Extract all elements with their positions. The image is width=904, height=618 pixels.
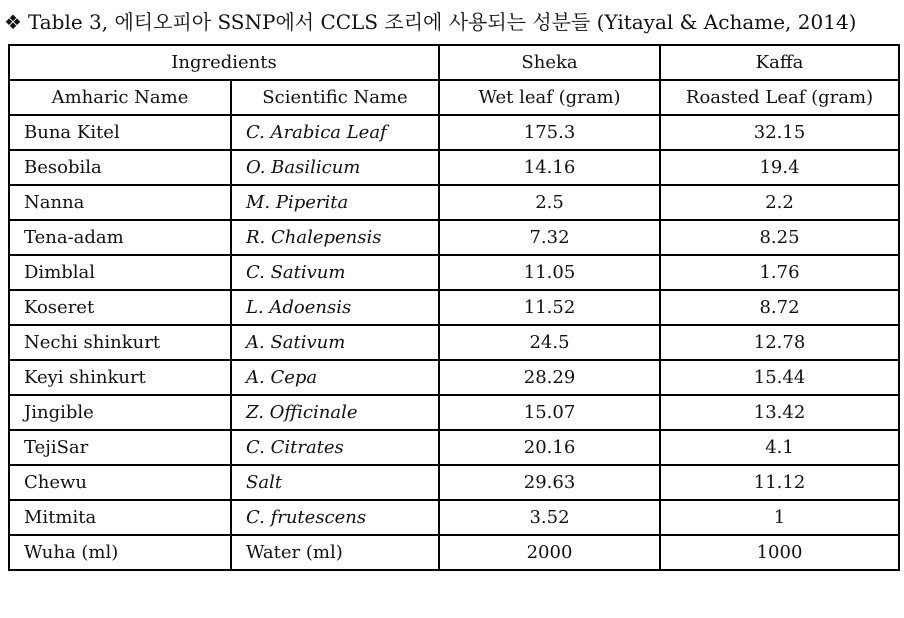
table-caption: [4, 6, 856, 38]
cell-amharic-name: Koseret: [9, 290, 231, 325]
cell-sheka-value: 11.52: [439, 290, 660, 325]
header-wet-leaf: Wet leaf (gram): [439, 80, 660, 115]
cell-sheka-value: 11.05: [439, 255, 660, 290]
cell-amharic-name: Mitmita: [9, 500, 231, 535]
cell-amharic-name: Nechi shinkurt: [9, 325, 231, 360]
table-row: [9, 185, 899, 220]
cell-sheka-value: 2000: [439, 535, 660, 570]
table-row: [9, 150, 899, 185]
cell-kaffa-value: 13.42: [660, 395, 899, 430]
cell-sheka-value: 20.16: [439, 430, 660, 465]
cell-kaffa-value: 8.72: [660, 290, 899, 325]
table-row: [9, 325, 899, 360]
cell-scientific-name: L. Adoensis: [231, 290, 439, 325]
table-row: [9, 535, 899, 570]
cell-sheka-value: 175.3: [439, 115, 660, 150]
cell-sheka-value: 7.32: [439, 220, 660, 255]
cell-scientific-name: A. Cepa: [231, 360, 439, 395]
cell-amharic-name: Keyi shinkurt: [9, 360, 231, 395]
cell-kaffa-value: 8.25: [660, 220, 899, 255]
cell-amharic-name: Tena-adam: [9, 220, 231, 255]
cell-amharic-name: Buna Kitel: [9, 115, 231, 150]
cell-amharic-name: TejiSar: [9, 430, 231, 465]
cell-sheka-value: 29.63: [439, 465, 660, 500]
cell-scientific-name: C. Citrates: [231, 430, 439, 465]
cell-sheka-value: 15.07: [439, 395, 660, 430]
cell-kaffa-value: 1000: [660, 535, 899, 570]
cell-kaffa-value: 15.44: [660, 360, 899, 395]
cell-amharic-name: Nanna: [9, 185, 231, 220]
cell-amharic-name: Chewu: [9, 465, 231, 500]
cell-sheka-value: 28.29: [439, 360, 660, 395]
cell-scientific-name: C. Sativum: [231, 255, 439, 290]
table-row: [9, 115, 899, 150]
table-row: [9, 500, 899, 535]
table-row: [9, 395, 899, 430]
header-row-2: [9, 80, 899, 115]
cell-kaffa-value: 11.12: [660, 465, 899, 500]
table-row: [9, 220, 899, 255]
cell-sheka-value: 3.52: [439, 500, 660, 535]
cell-scientific-name: A. Sativum: [231, 325, 439, 360]
cell-amharic-name: Wuha (ml): [9, 535, 231, 570]
table-row: [9, 255, 899, 290]
cell-amharic-name: Besobila: [9, 150, 231, 185]
cell-scientific-name: Water (ml): [231, 535, 439, 570]
caption-text: Table 3, 에티오피아 SSNP에서 CCLS 조리에 사용되는 성분들 (Yitayal & Achame, 2014): [27, 10, 857, 34]
cell-scientific-name: C. frutescens: [231, 500, 439, 535]
cell-scientific-name: R. Chalepensis: [231, 220, 439, 255]
cell-sheka-value: 2.5: [439, 185, 660, 220]
cell-kaffa-value: 19.4: [660, 150, 899, 185]
header-scientific-name: Scientific Name: [231, 80, 439, 115]
caption-bullet-icon: ❖: [4, 10, 22, 34]
table-body: [9, 115, 899, 570]
cell-scientific-name: Salt: [231, 465, 439, 500]
cell-amharic-name: Jingible: [9, 395, 231, 430]
cell-kaffa-value: 32.15: [660, 115, 899, 150]
table-row: [9, 360, 899, 395]
header-amharic-name: Amharic Name: [9, 80, 231, 115]
cell-kaffa-value: 1: [660, 500, 899, 535]
header-ingredients: Ingredients: [9, 45, 439, 80]
header-kaffa: Kaffa: [660, 45, 899, 80]
cell-amharic-name: Dimblal: [9, 255, 231, 290]
cell-sheka-value: 24.5: [439, 325, 660, 360]
header-sheka: Sheka: [439, 45, 660, 80]
cell-scientific-name: M. Piperita: [231, 185, 439, 220]
cell-scientific-name: Z. Officinale: [231, 395, 439, 430]
cell-kaffa-value: 2.2: [660, 185, 899, 220]
cell-scientific-name: C. Arabica Leaf: [231, 115, 439, 150]
cell-sheka-value: 14.16: [439, 150, 660, 185]
table-row: [9, 290, 899, 325]
cell-scientific-name: O. Basilicum: [231, 150, 439, 185]
cell-kaffa-value: 4.1: [660, 430, 899, 465]
table-row: [9, 430, 899, 465]
cell-kaffa-value: 1.76: [660, 255, 899, 290]
ingredients-table: [8, 44, 900, 571]
cell-kaffa-value: 12.78: [660, 325, 899, 360]
header-roasted-leaf: Roasted Leaf (gram): [660, 80, 899, 115]
header-row-1: [9, 45, 899, 80]
table-row: [9, 465, 899, 500]
